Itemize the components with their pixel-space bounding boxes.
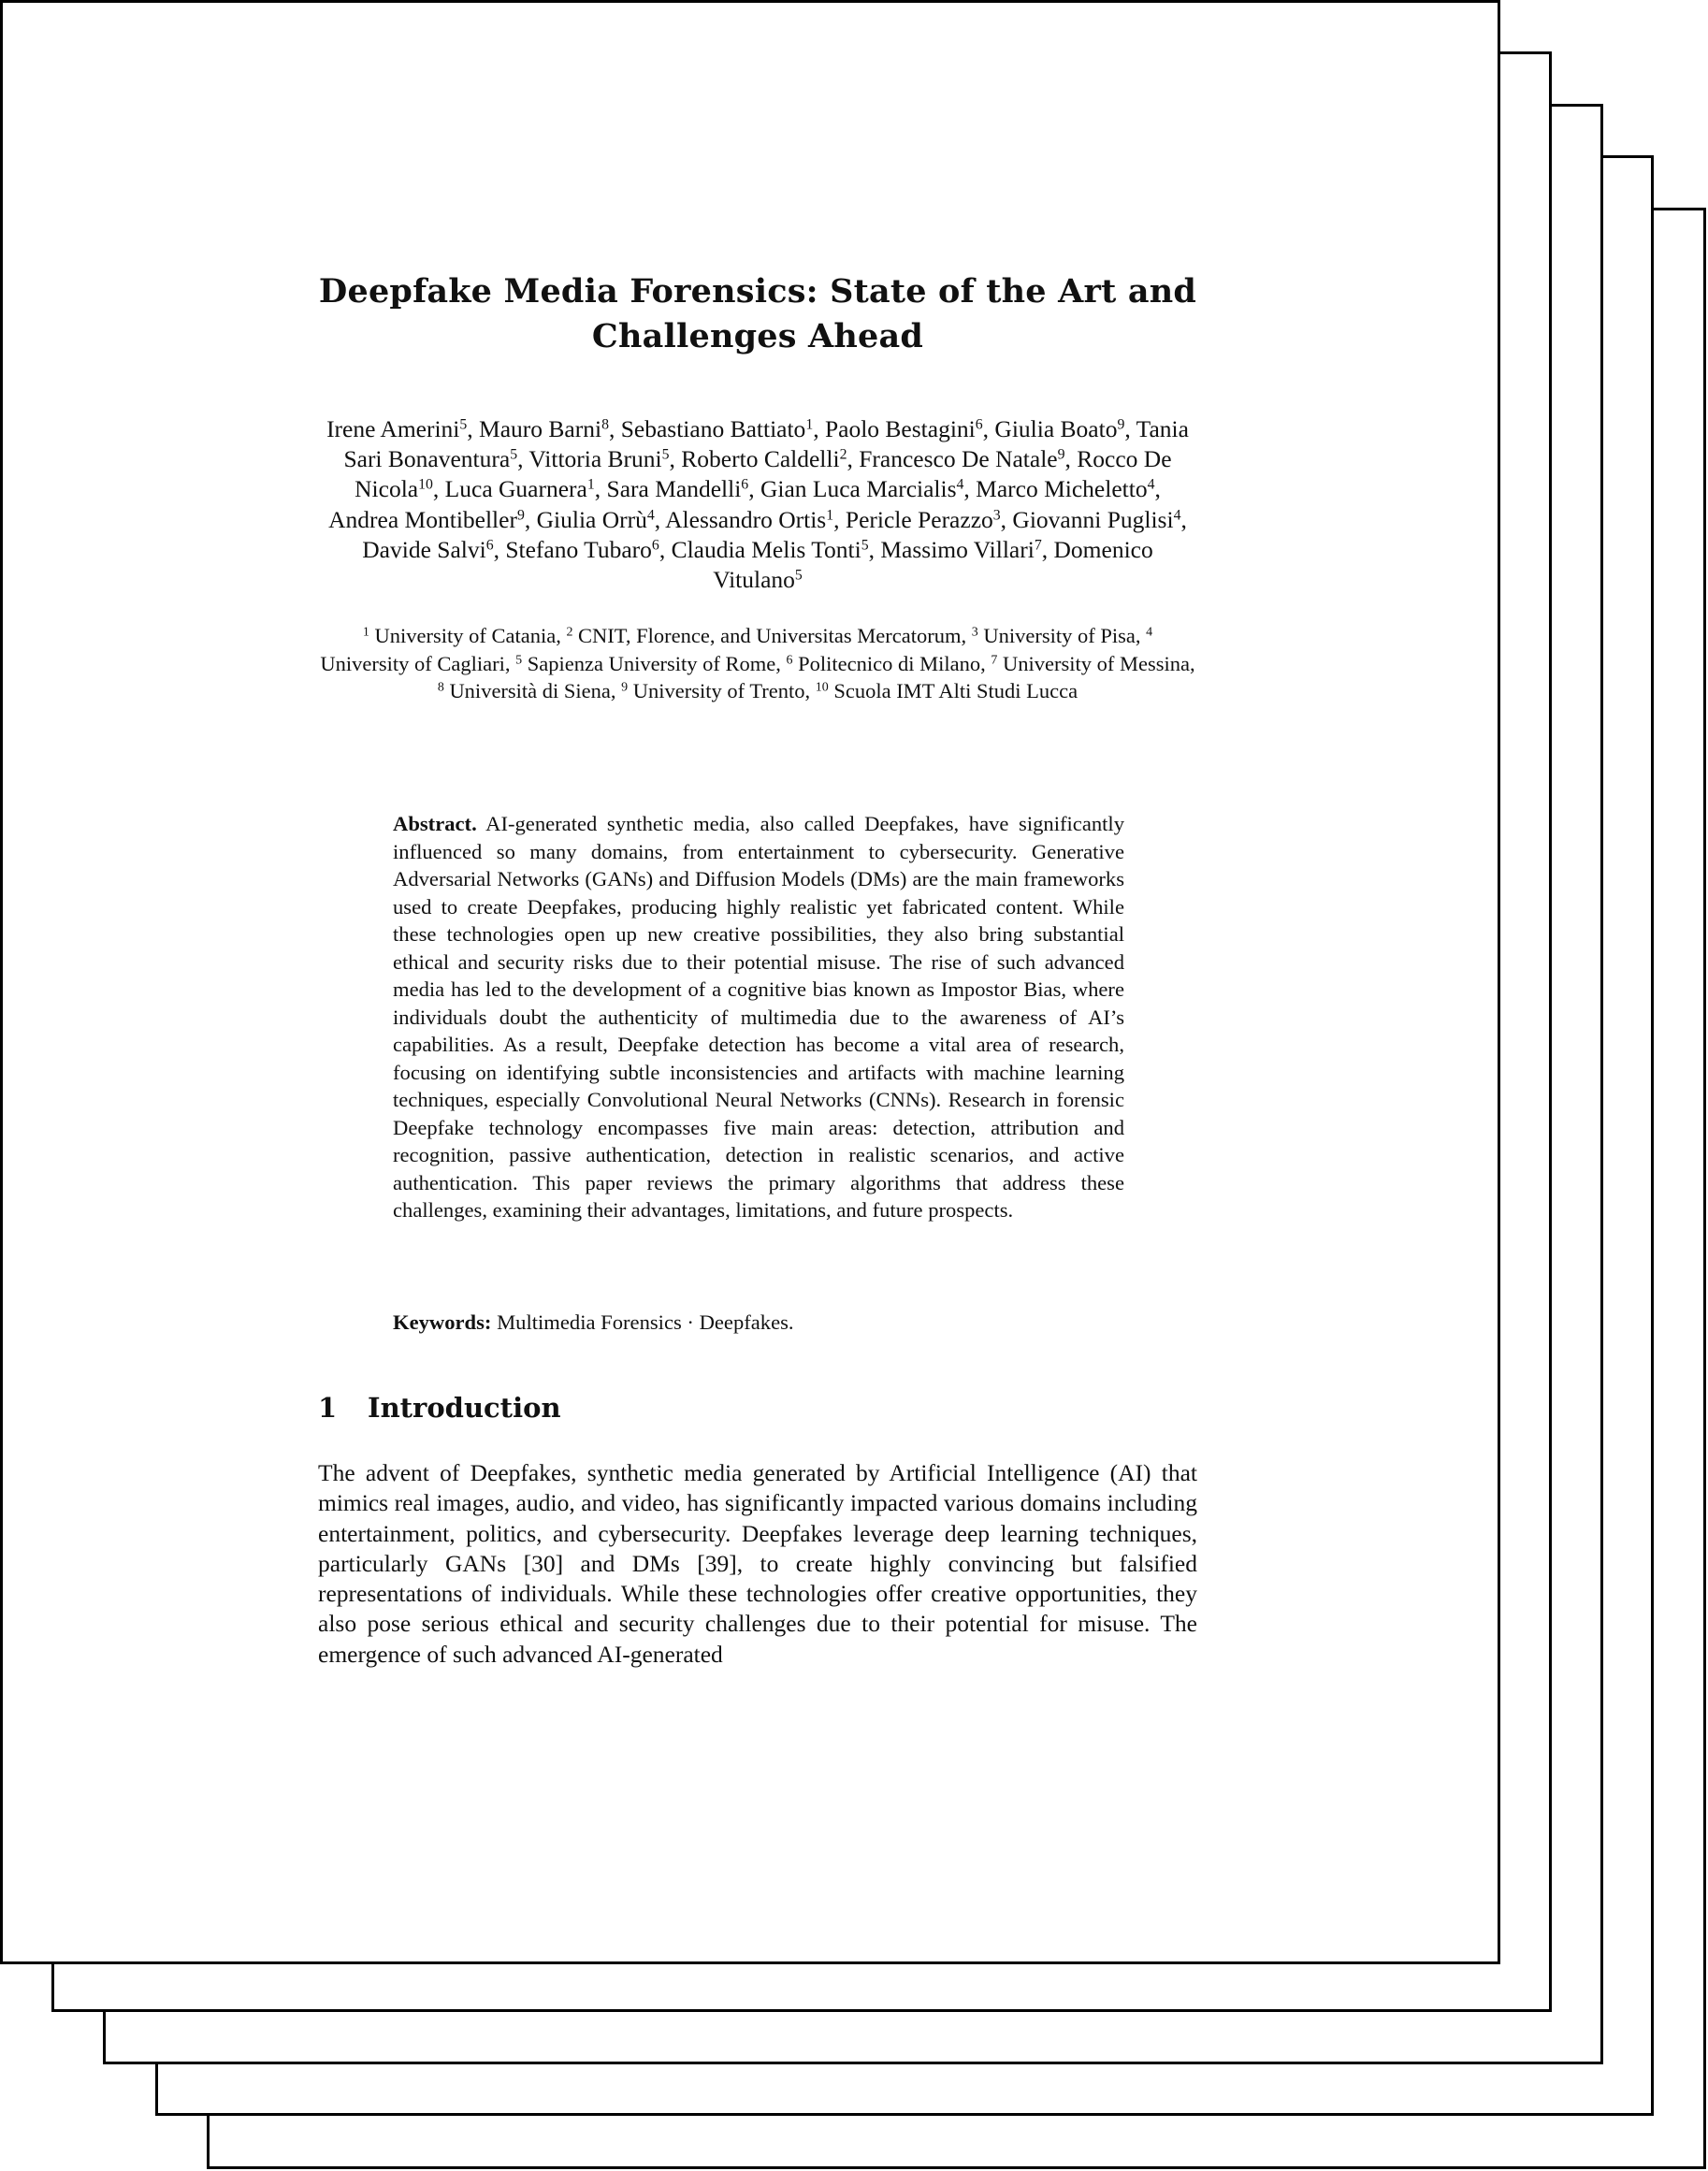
author-name: Marco Micheletto <box>976 475 1148 503</box>
affiliation-name: University of Catania <box>369 624 557 647</box>
author-list: Irene Amerini$^5$, Mauro Barni$^8$, Sebastiano Battiato$^1$, Paolo Bestagini$^6$, Giulia Boato$^9$, Tania Sari Bonaventura$^5$, Vittoria Bruni$^5$, Roberto Caldelli$^2$, Francesco De Natale$^9$, Rocco De Nicola$^{10}$, Luca Guarnera$^1$, Sara Mandelli$^6$, Gian Luca Marcialis$^4$, Marco Micheletto$^4$, Andrea Montibeller$^9$, Giulia Orrù$^4$, Alessandro Ortis$^1$, Pericle Perazzo$^3$, Giovanni Puglisi$^4$, Davide Salvi$^6$, Stefano Tubaro$^6$, Claudia Melis Tonti$^5$, Massimo Villari$^7$, Domenico Vitulano$^5$ <box>326 415 1189 594</box>
author-name: Gian Luca Marcialis <box>760 475 957 503</box>
author-affiliation-number: 2 <box>839 446 847 463</box>
keywords-label: Keywords: <box>393 1310 492 1334</box>
author-affiliation-number: 9 <box>1117 416 1125 433</box>
keywords <box>393 1309 1124 1337</box>
author-name: Francesco De Natale <box>859 445 1058 473</box>
affiliation-number: 3 <box>971 625 978 640</box>
author-name: Andrea Montibeller <box>328 505 517 533</box>
affiliation-name: CNIT, Florence, and Universitas Mercatorum <box>572 624 962 647</box>
abstract-label: Abstract. <box>393 812 477 835</box>
author-affiliation-number: 5 <box>459 416 468 433</box>
affiliation-number: 2 <box>566 625 573 640</box>
author-name: Luca Guarnera <box>444 475 587 503</box>
affiliation-name: University of Messina <box>997 651 1190 675</box>
author-affiliation-number: 1 <box>586 476 595 493</box>
author-name: Roberto Caldelli <box>681 445 840 473</box>
author-affiliation-number: 6 <box>975 416 983 433</box>
affiliation-number: 10 <box>815 680 829 695</box>
author-name: Davide Salvi <box>362 535 486 563</box>
author-affiliation-number: 6 <box>741 476 749 493</box>
affiliation-name: University of Cagliari <box>320 651 505 675</box>
author-name: Massimo Villari <box>880 535 1035 563</box>
author-name: Tania Sari Bonaventura <box>343 415 1189 473</box>
author-affiliation-number: 4 <box>646 506 655 523</box>
author-name: Alessandro Ortis <box>665 505 827 533</box>
paper-title <box>318 269 1197 359</box>
author-name: Sara Mandelli <box>606 475 742 503</box>
abstract-text: AI-generated synthetic media, also called Deepfakes, have significantly influenced so many domains, from entertainment to cybersecurity. Generative Adversarial Networks (GANs) and Diffusion Models (DMs) are the main frameworks used to create Deepfakes, producing highly realistic yet fabricated content. While these technologies open up new creative possibilities, they also bring substantial ethical and security risks due to their potential misuse. The rise of such advanced media has led to the development of a cognitive bias known as Impostor Bias, where individuals doubt the authenticity of multimedia due to the awareness of AI’s capabilities. As a result, Deepfake detection has become a vital area of research, focusing on identifying subtle inconsistencies and artifacts with machine learning techniques, especially Convolutional Neural Networks (CNNs). Research in forensic Deepfake technology encompasses five main areas: detection, attribution and recognition, passive authentication, detection in realistic scenarios, and active authentication. This paper reviews the primary algorithms that address these challenges, examining their advantages, limitations, and future prospects. <box>393 812 1124 1222</box>
author-affiliation-number: 8 <box>601 416 609 433</box>
author-affiliation-number: 5 <box>794 567 803 584</box>
affiliation-name: Università di Siena <box>443 679 611 702</box>
author-affiliation-number: 3 <box>992 506 1001 523</box>
author-name: Giovanni Puglisi <box>1012 505 1174 533</box>
affiliation-number: 6 <box>786 652 793 667</box>
author-affiliation-number: 4 <box>956 476 964 493</box>
affiliation-number: 4 <box>1146 625 1153 640</box>
author-affiliation-number: 4 <box>1173 506 1181 523</box>
author-name: Claudia Melis Tonti <box>671 535 861 563</box>
affiliation-name: University of Trento <box>628 679 805 702</box>
author-name: Giulia Orrù <box>536 505 647 533</box>
author-affiliation-number: 9 <box>516 506 525 523</box>
author-affiliation-number: 5 <box>510 446 518 463</box>
author-name: Mauro Barni <box>479 415 602 442</box>
author-name: Sebastiano Battiato <box>620 415 806 442</box>
section-number: 1 <box>318 1392 338 1424</box>
affiliation-number: 5 <box>515 652 523 667</box>
affiliation-number: 7 <box>991 652 998 667</box>
author-name: Rocco De Nicola <box>355 445 1172 503</box>
affiliation-list: $^1$ University of Catania, $^2$ CNIT, Florence, and Universitas Mercatorum, $^3$ University of Pisa, $^4$ University of Cagliari, $^5$ Sapienza University of Rome, $^6$ Politecnico di Milano, $^7$ University of Messina, $^8$ Università di Siena, $^9$ University of Trento, $^{10}$ Scuola IMT Alti Studi Lucca <box>320 624 1195 702</box>
author-name: Irene Amerini <box>326 415 460 442</box>
intro-paragraph: The advent of Deepfakes, synthetic media generated by Artificial Intelligence (AI) that mimics real images, audio, and video, has significantly impacted various domains including entertainment, politics, and cybersecurity. Deepfakes leverage deep learning techniques, particularly GANs [30] and DMs [39], to create highly convincing but falsified representations of individuals. While these technologies offer creative opportunities, they also pose serious ethical and security challenges due to their potential for misuse. The emergence of such advanced AI-generated <box>318 1459 1197 1668</box>
author-name: Pericle Perazzo <box>845 505 993 533</box>
abstract <box>393 810 1124 1224</box>
title-line-2: Challenges Ahead <box>591 317 924 355</box>
author-name: Giulia Boato <box>994 415 1118 442</box>
author-affiliation-number: 5 <box>661 446 670 463</box>
author-affiliation-number: 6 <box>651 537 659 554</box>
author-affiliation-number: 4 <box>1147 476 1155 493</box>
author-affiliation-number: 7 <box>1034 537 1042 554</box>
affiliation-number: 8 <box>437 680 444 695</box>
affiliation-name: Politecnico di Milano <box>792 651 981 675</box>
author-affiliation-number: 1 <box>805 416 814 433</box>
author-name: Paolo Bestagini <box>824 415 976 442</box>
author-name: Domenico Vitulano <box>713 535 1153 594</box>
section-title: Introduction <box>368 1392 561 1424</box>
author-affiliation-number: 6 <box>485 537 494 554</box>
author-affiliation-number: 10 <box>418 476 433 493</box>
section-heading <box>318 1391 1197 1425</box>
author-name: Vittoria Bruni <box>528 445 662 473</box>
author-affiliation-number: 1 <box>826 506 834 523</box>
keywords-text: Multimedia Forensics · Deepfakes. <box>497 1310 794 1334</box>
affiliation-name: Sapienza University of Rome <box>522 651 776 675</box>
affiliation-name: University of Pisa <box>977 624 1136 647</box>
title-line-1: Deepfake Media Forensics: State of the Art and <box>318 272 1197 311</box>
author-affiliation-number: 9 <box>1057 446 1065 463</box>
affiliation-name: Scuola IMT Alti Studi Lucca <box>828 679 1078 702</box>
affiliation-number: 1 <box>362 625 369 640</box>
affiliation-number: 9 <box>621 680 629 695</box>
author-affiliation-number: 5 <box>861 537 869 554</box>
author-name: Stefano Tubaro <box>505 535 652 563</box>
